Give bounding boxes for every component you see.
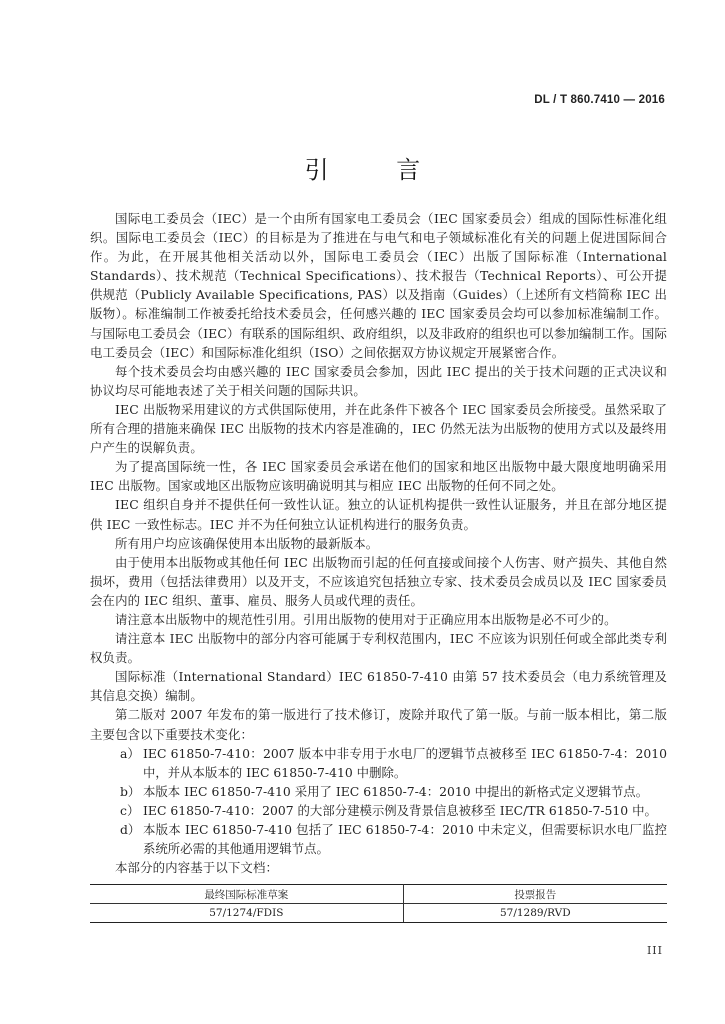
list-item (90, 820, 667, 858)
paragraph: IEC 组织自身并不提供任何一致性认证。独立的认证机构提供一致性认证服务，并且在部分地区提供 IEC 一致性标志。IEC 并不为任何独立认证机构进行的服务负责。 (90, 497, 667, 532)
table-header-row (90, 885, 667, 904)
paragraph: 为了提高国际统一性，各 IEC 国家委员会承诺在他们的国家和地区出版物中最大限度地明确采用 IEC 出版物。国家或地区出版物应该明确说明其与相应 IEC 出版物的任何不同之处。 (90, 459, 667, 494)
list-marker: d） (120, 822, 141, 837)
paragraph: 请注意本出版物中的规范性引用。引用出版物的使用对于正确应用本出版物是必不可少的。 (115, 611, 617, 627)
document-body (90, 209, 667, 877)
list-item-text: 本版本 IEC 61850-7-410 包括了 IEC 61850-7-4：2010 中未定义，但需要标识水电厂监控系统所必需的其他通用逻辑节点。 (143, 822, 667, 857)
closing-paragraph: 本部分的内容基于以下文档： (115, 860, 279, 876)
paragraph: 所有用户均应该确保使用本出版物的最新版本。 (115, 535, 379, 551)
list-marker: c） (120, 802, 140, 818)
list-item-text: IEC 61850-7-410：2007 版本中非专用于水电厂的逻辑节点被移至 IEC 61850-7-4：2010 中，并从本版本的 IEC 61850-7-410 中删除。 (143, 745, 667, 780)
paragraph: 国际标准（International Standard）IEC 61850-7-410 由第 57 技术委员会（电力系统管理及其信息交换）编制。 (90, 669, 667, 704)
list-item-text: 本版本 IEC 61850-7-410 采用了 IEC 61850-7-4：2010 中提出的新格式定义逻辑节点。 (143, 783, 649, 799)
paragraph: 每个技术委员会均由感兴趣的 IEC 国家委员会参加，因此 IEC 提出的关于技术问题的正式决议和协议均尽可能地表述了关于相关问题的国际共识。 (90, 363, 667, 398)
paragraph: 请注意本 IEC 出版物中的部分内容可能属于专利权范围内，IEC 不应该为识别任何或全部此类专利权负责。 (90, 631, 667, 666)
list-item (90, 801, 667, 820)
paragraph: 第二版对 2007 年发布的第一版进行了技术修订，废除并取代了第一版。与前一版本相比，第二版主要包含以下重要技术变化： (90, 707, 667, 742)
paragraph: IEC 出版物采用建议的方式供国际使用，并在此条件下被各个 IEC 国家委员会所接受。虽然采取了所有合理的措施来确保 IEC 出版物的技术内容是准确的，IEC 仍然无法为出版物的使用方式以及最终用户产生的误解负责。 (90, 401, 667, 456)
table-row (90, 904, 667, 923)
standard-code: DL / T 860.7410 — 2016 (534, 94, 665, 106)
changes-list (90, 744, 667, 859)
page-title: 引 言 (304, 156, 451, 184)
document-table (90, 884, 667, 923)
page-number: III (646, 944, 663, 957)
paragraph: 由于使用本出版物或其他任何 IEC 出版物而引起的任何直接或间接个人伤害、财产损失、其他自然损坏，费用（包括法律费用）以及开支，不应该追究包括独立专家、技术委员会成员以及 IEC 国家委员会在内的 IEC 组织、董事、雇员、服务人员或代理的责任。 (90, 554, 667, 608)
list-marker: b） (120, 783, 141, 799)
table-cell: 57/1274/FDIS (90, 904, 403, 923)
table-header-cell: 最终国际标准草案 (90, 885, 403, 904)
table-header-cell: 投票报告 (403, 885, 667, 904)
list-item-text: IEC 61850-7-410：2007 的大部分建模示例及背景信息被移至 IEC/TR 61850-7-510 中。 (143, 802, 657, 818)
table-cell: 57/1289/RVD (403, 904, 667, 923)
paragraph: 国际电工委员会（IEC）是一个由所有国家电工委员会（IEC 国家委员会）组成的国际性标准化组织。国际电工委员会（IEC）的目标是为了推进在与电气和电子领域标准化有关的问题上促进国际间合作。为此，在开展其他相关活动以外，国际电工委员会（IEC）出版了国际标准（International Standards）、技术规范（Technical Specifications）、技术报告（Technical Reports）、可公开提供规范（Publicly Available Specifications, PAS）以及指南（Guides）（上述所有文档简称 IEC 出版物）。标准编制工作被委托给技术委员会，任何感兴趣的 IEC 国家委员会均可以参加标准编制工作。与国际电工委员会（IEC）有联系的国际组织、政府组织，以及非政府的组织也可以参加编制工作。国际电工委员会（IEC）和国际标准化组织（ISO）之间依据双方协议规定开展紧密合作。 (90, 211, 667, 360)
list-item (90, 744, 667, 782)
list-item (90, 782, 667, 801)
list-marker: a） (120, 745, 140, 761)
